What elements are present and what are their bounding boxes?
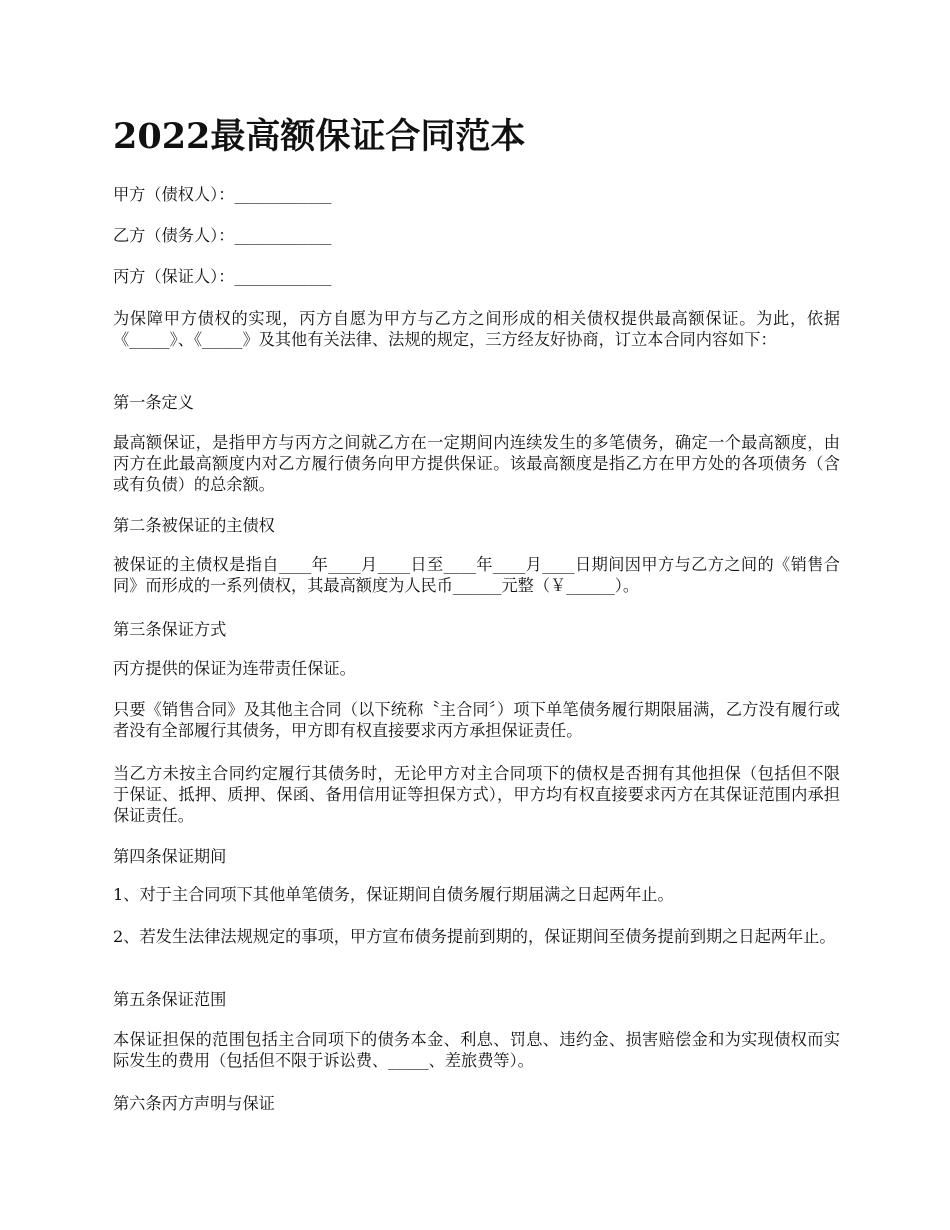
party-a-line: 甲方（债权人）：____________ <box>113 185 332 204</box>
article-1-heading: 第一条定义 <box>113 393 194 412</box>
article-2-body: 被保证的主债权是指自____年____月____日至____年____月____日期间因甲方与乙方之间的《销售合同》而形成的一系列债权，其最高额度为人民币______元整（￥______）。 <box>113 555 840 595</box>
article-3-body-2: 只要《销售合同》及其他主合同（以下统称〝主合同〞）项下单笔债务履行期限届满，乙方没有履行或者没有全部履行其债务，甲方即有权直接要求丙方承担保证责任。 <box>113 700 840 740</box>
preamble-paragraph: 为保障甲方债权的实现，丙方自愿为甲方与乙方之间形成的相关债权提供最高额保证。为此，依据《_____》、《_____》及其他有关法律、法规的规定，三方经友好协商，订立本合同内容如下： <box>113 309 840 349</box>
article-6-heading: 第六条丙方声明与保证 <box>113 1094 275 1113</box>
article-3-body-1: 丙方提供的保证为连带责任保证。 <box>113 659 356 678</box>
article-1-body: 最高额保证，是指甲方与丙方之间就乙方在一定期间内连续发生的多笔债务，确定一个最高额度，由丙方在此最高额度内对乙方履行债务向甲方提供保证。该最高额度是指乙方在甲方处的各项债务（含或有负债）的总余额。 <box>113 433 840 494</box>
article-5-body: 本保证担保的范围包括主合同项下的债务本金、利息、罚息、违约金、损害赔偿金和为实现债权而实际发生的费用（包括但不限于诉讼费、_____、差旅费等）。 <box>113 1030 840 1070</box>
document-title: 2022最高额保证合同范本 <box>113 116 526 157</box>
article-5-heading: 第五条保证范围 <box>113 990 227 1009</box>
article-4-item-1: 1、对于主合同项下其他单笔债务，保证期间自债务履行期届满之日起两年止。 <box>113 885 674 904</box>
article-3-heading: 第三条保证方式 <box>113 620 227 639</box>
party-c-line: 丙方（保证人）：____________ <box>113 267 332 286</box>
article-4-heading: 第四条保证期间 <box>113 847 227 866</box>
article-3-body-3: 当乙方未按主合同约定履行其债务时，无论甲方对主合同项下的债权是否拥有其他担保（包括但不限于保证、抵押、质押、保函、备用信用证等担保方式），甲方均有权直接要求丙方在其保证范围内承担保证责任。 <box>113 764 840 825</box>
article-4-item-2: 2、若发生法律法规规定的事项，甲方宣布债务提前到期的，保证期间至债务提前到期之日起两年止。 <box>113 927 836 946</box>
article-2-heading: 第二条被保证的主债权 <box>113 516 275 535</box>
party-b-line: 乙方（债务人）：____________ <box>113 226 332 245</box>
